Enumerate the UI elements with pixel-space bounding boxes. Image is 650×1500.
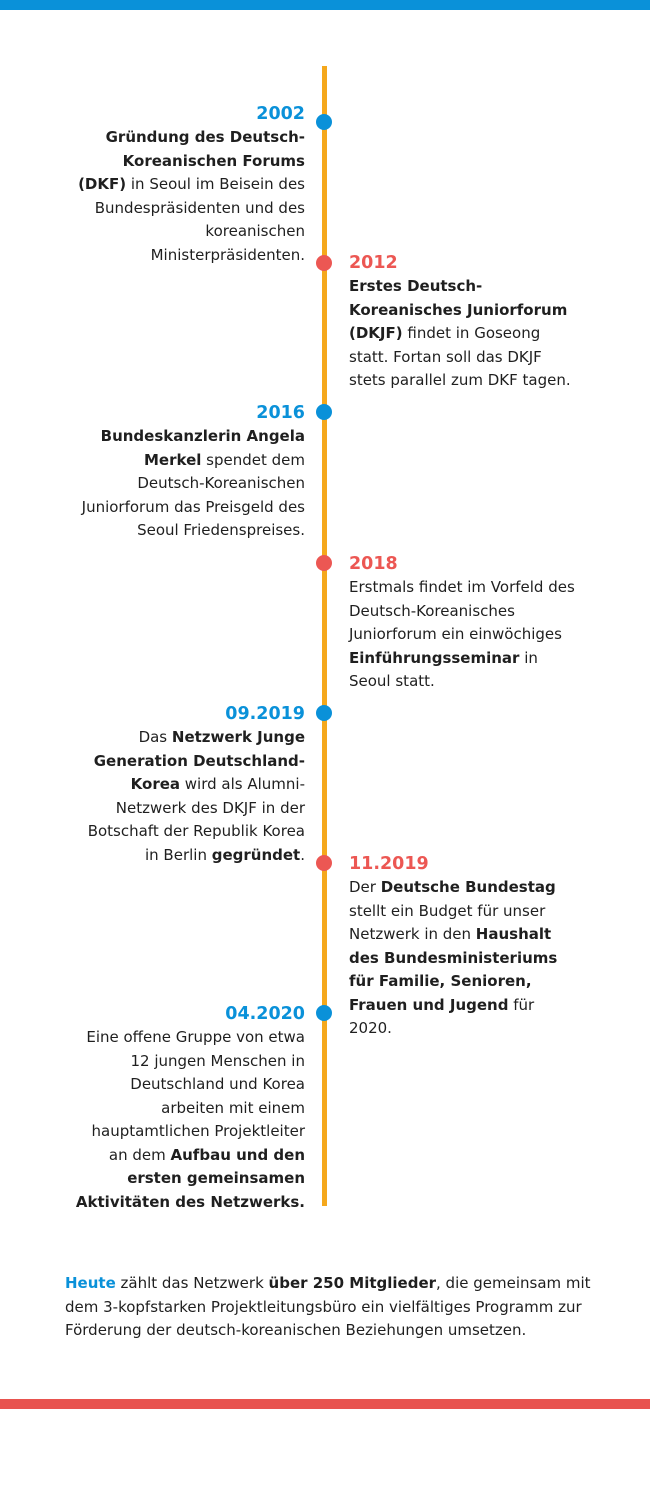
top-accent-bar [0,0,650,10]
description-text: stellt ein Budget für unser Netzwerk in den [349,901,546,943]
description-bold-text: Aufbau und den ersten gemeinsamen Aktivitäten des Netzwerks. [75,1145,305,1211]
bottom-accent-bar [0,1399,650,1409]
timeline-year: 2016 [256,403,305,423]
description-text: in Seoul statt. [349,648,538,690]
timeline-entry-2016 [73,401,305,543]
timeline-entry-2012 [349,251,581,393]
timeline-dot-2018 [316,555,332,571]
timeline-dot-2016 [316,404,332,420]
description-text: wird als Alumni-Netzwerk des DKJF in der Botschaft der Republik Korea in Berlin [87,775,305,864]
timeline-entry-04-2020 [73,1002,305,1214]
timeline-year: 11.2019 [349,854,429,874]
description-text: für 2020. [349,995,535,1037]
timeline-entry-11-2019 [349,852,581,1041]
description-bold-text: Deutsche Bundestag [380,878,556,896]
description-bold-text: Netzwerk Junge Generation Deutschland-Korea [93,728,305,793]
timeline-year: 2012 [349,253,398,273]
timeline-entry-2002 [73,102,305,267]
description-bold-text: Erstes Deutsch-Koreanisches Juniorforum (DKJF) [349,277,568,342]
timeline-dot-09-2019 [316,705,332,721]
description-text: Erstmals findet im Vorfeld des Deutsch-Koreanisches Juniorforum ein einwöchiges [349,578,575,643]
timeline-year: 04.2020 [225,1004,305,1024]
summary-text: , die gemeinsam mit dem 3-kopfstarken Projektleitungsbüro ein vielfältiges Programm zur Förderung der deutsch-koreanischen Beziehungen umsetzen. [65,1274,591,1339]
description-bold-text: Gründung des Deutsch-Koreanischen Forums (DKF) [78,128,305,193]
timeline-dot-04-2020 [316,1005,332,1021]
timeline-year: 2018 [349,554,398,574]
timeline-description [73,726,305,867]
timeline-dot-2012 [316,255,332,271]
summary-text: zählt das Netzwerk [115,1274,269,1292]
timeline-year: 09.2019 [225,704,305,724]
timeline-description [73,1026,305,1214]
timeline-description [349,275,581,393]
description-text: Der [349,878,381,896]
description-bold-text: Einführungsseminar [349,648,520,667]
timeline-entry-09-2019 [73,702,305,867]
description-text: spendet dem Deutsch-Koreanischen Juniorforum das Preisgeld des Seoul Friedenspreises. [81,450,305,539]
description-bold-text: gegründet [211,845,301,864]
summary-highlight: Heute [65,1274,116,1292]
description-bold-text: Bundeskanzlerin Angela Merkel [100,427,305,469]
description-text: in Seoul im Beisein des Bundespräsidenten und des koreanischen Ministerpräsidenten. [94,175,305,264]
description-text: findet in Goseong statt. Fortan soll das DKJF stets parallel zum DKF tagen. [349,324,571,389]
timeline-line [322,66,327,1206]
summary-bold: über 250 Mitglieder [268,1274,437,1292]
description-bold-text: Haushalt des Bundesministeriums für Familie, Senioren, Frauen und Jugend [349,925,558,1014]
timeline-description [73,425,305,543]
timeline-entry-2018 [349,552,581,694]
timeline-description [349,876,581,1041]
description-text: . [300,845,305,864]
timeline-year: 2002 [256,104,305,124]
description-text: Eine offene Gruppe von etwa 12 jungen Menschen in Deutschland und Korea arbeiten mit einem hauptamtlichen Projektleiter an dem [86,1028,305,1164]
timeline-description [73,126,305,267]
timeline-description [349,576,581,694]
timeline-dot-2002 [316,114,332,130]
summary-paragraph [65,1272,595,1343]
description-text: Das [138,728,172,746]
timeline-dot-11-2019 [316,855,332,871]
